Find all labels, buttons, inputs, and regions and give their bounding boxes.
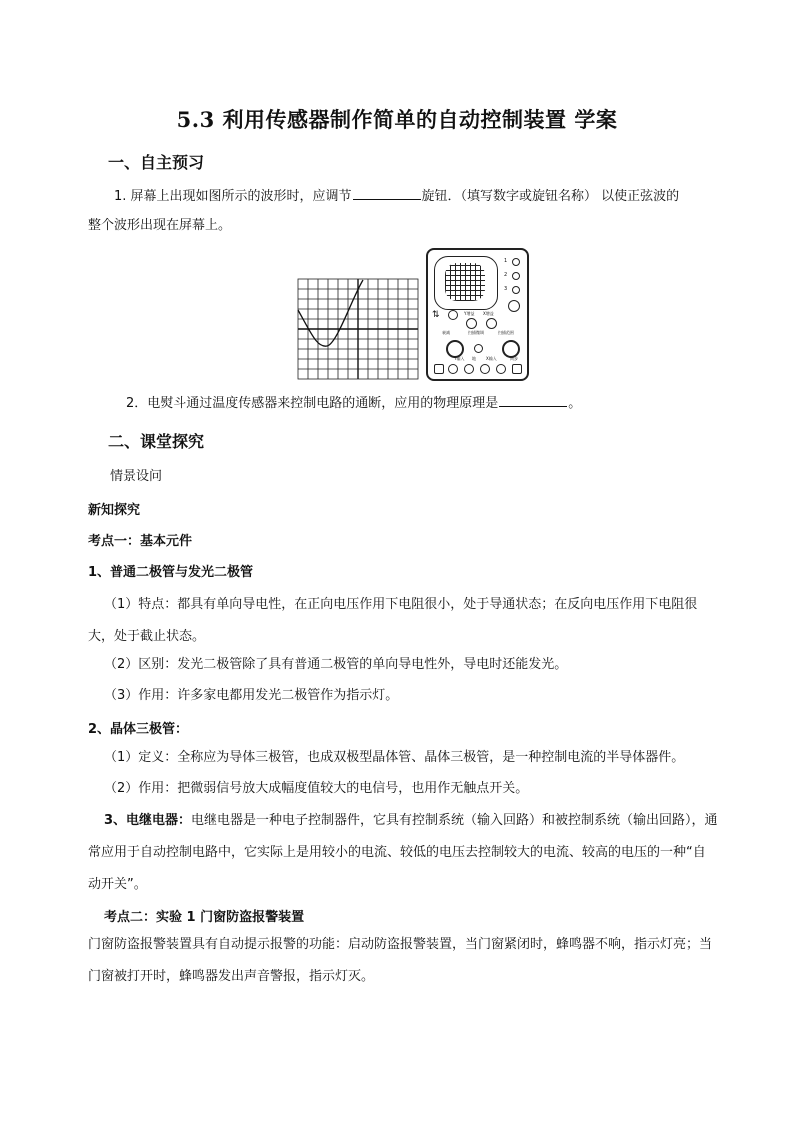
question-1-text-a: 1. 屏幕上出现如图所示的波形时，应调节 [114, 189, 352, 204]
label-knob-d: 扫描微调 [468, 330, 484, 335]
question-1-line2: 整个波形出现在屏幕上。 [88, 218, 232, 233]
section-heading-preview: 一、自主预习 [108, 153, 205, 172]
knob-label-3: 3 [504, 286, 508, 292]
knob-1-icon[interactable] [512, 258, 520, 266]
item-1-paragraph-2: （2）区别：发光二极管除了具有普通二极管的单向导电性外，导电时还能发光。 [104, 657, 568, 672]
terminal-1-icon[interactable] [434, 364, 444, 374]
screen-grid [445, 263, 485, 301]
label-knob-a: Y增益 [464, 311, 475, 316]
answer-blank-2[interactable] [499, 392, 567, 407]
key-point-2-text: 门窗防盗报警装置具有自动提示报警的功能：启动防盗报警装置，当门窗紧闭时，蜂鸣器不响，指示灯亮；当门窗被打开时，蜂鸣器发出声音警报，指示灯灭。 [88, 937, 713, 984]
knob-4-icon[interactable] [508, 300, 520, 312]
question-1-line1 [114, 182, 734, 212]
knob-2-icon[interactable] [512, 272, 520, 280]
item-2-paragraph-2: （2）作用：把微弱信号放大成幅度值较大的电信号，也用作无触点开关。 [104, 781, 529, 796]
knob-7-icon[interactable] [486, 318, 497, 329]
label-ground: 地 [472, 356, 476, 361]
knob-3-icon[interactable] [512, 286, 520, 294]
terminal-4-icon[interactable] [480, 364, 490, 374]
question-2-text-a: 2．电熨斗通过温度传感器来控制电路的通断，应用的物理原理是 [126, 396, 499, 411]
label-y-input: Y输入 [454, 356, 465, 361]
waveform-grid-figure [297, 278, 419, 380]
question-2-text-b: 。 [568, 396, 582, 411]
key-point-2: 考点二：实验 1 门窗防盗报警装置 [104, 910, 305, 925]
knob-5-icon[interactable] [448, 310, 458, 320]
knob-label-2: 2 [504, 272, 508, 278]
new-knowledge-label: 新知探究 [88, 503, 141, 518]
question-2 [126, 389, 726, 419]
oscilloscope-figure [426, 248, 529, 381]
key-point-1: 考点一：基本元件 [88, 534, 193, 549]
section-heading-explore: 二、课堂探究 [108, 432, 205, 451]
item-3-block [88, 805, 718, 901]
label-knob-c: 衰减 [442, 330, 450, 335]
knob-label-1: 1 [504, 258, 508, 264]
page-title: 5.3 利用传感器制作简单的自动控制装置 学案 [176, 107, 618, 132]
label-knob-e: 扫描范围 [498, 330, 514, 335]
terminal-3-icon[interactable] [464, 364, 474, 374]
item-1-paragraph-3: （3）作用：许多家电都用发光二极管作为指示灯。 [104, 688, 399, 703]
item-2-title: 2、晶体三极管： [88, 722, 189, 737]
terminal-5-icon[interactable] [496, 364, 506, 374]
knob-6-icon[interactable] [466, 318, 477, 329]
terminal-6-icon[interactable] [512, 364, 522, 374]
question-1-text-b: 旋钮．（填写数字或旋钮名称） 以使正弦波的 [421, 189, 680, 204]
oscilloscope-screen [434, 256, 498, 310]
item-1-paragraph-1: （1）特点：都具有单向导电性，在正向电压作用下电阻很小，处于导通状态；在反向电压作用下电阻很大，处于截止状态。 [88, 597, 698, 644]
label-sync: 同步 [510, 356, 518, 361]
item-2-paragraph-1: （1）定义：全称应为导体三极管，也成双极型晶体管、晶体三极管，是一种控制电流的半导体器件。 [104, 750, 685, 765]
item-3-title: 3、电继电器： [104, 813, 192, 828]
scenario-label: 情景设问 [110, 469, 163, 484]
switch-icon[interactable]: ⇅ [432, 310, 440, 320]
label-x-input: X输入 [486, 356, 497, 361]
terminal-2-icon[interactable] [448, 364, 458, 374]
item-1-title: 1、普通二极管与发光二极管 [88, 565, 254, 580]
answer-blank-1[interactable] [353, 185, 421, 200]
knob-8-icon[interactable] [474, 344, 483, 353]
label-knob-b: X增益 [483, 311, 494, 316]
item-3-text: 电继电器是一种电子控制器件，它具有控制系统（输入回路）和被控制系统（输出回路），通常应用于自动控制电路中，它实际上是用较小的电流、较低的电压去控制较大的电流、较高的电压的一种“自动开关”。 [88, 813, 718, 892]
